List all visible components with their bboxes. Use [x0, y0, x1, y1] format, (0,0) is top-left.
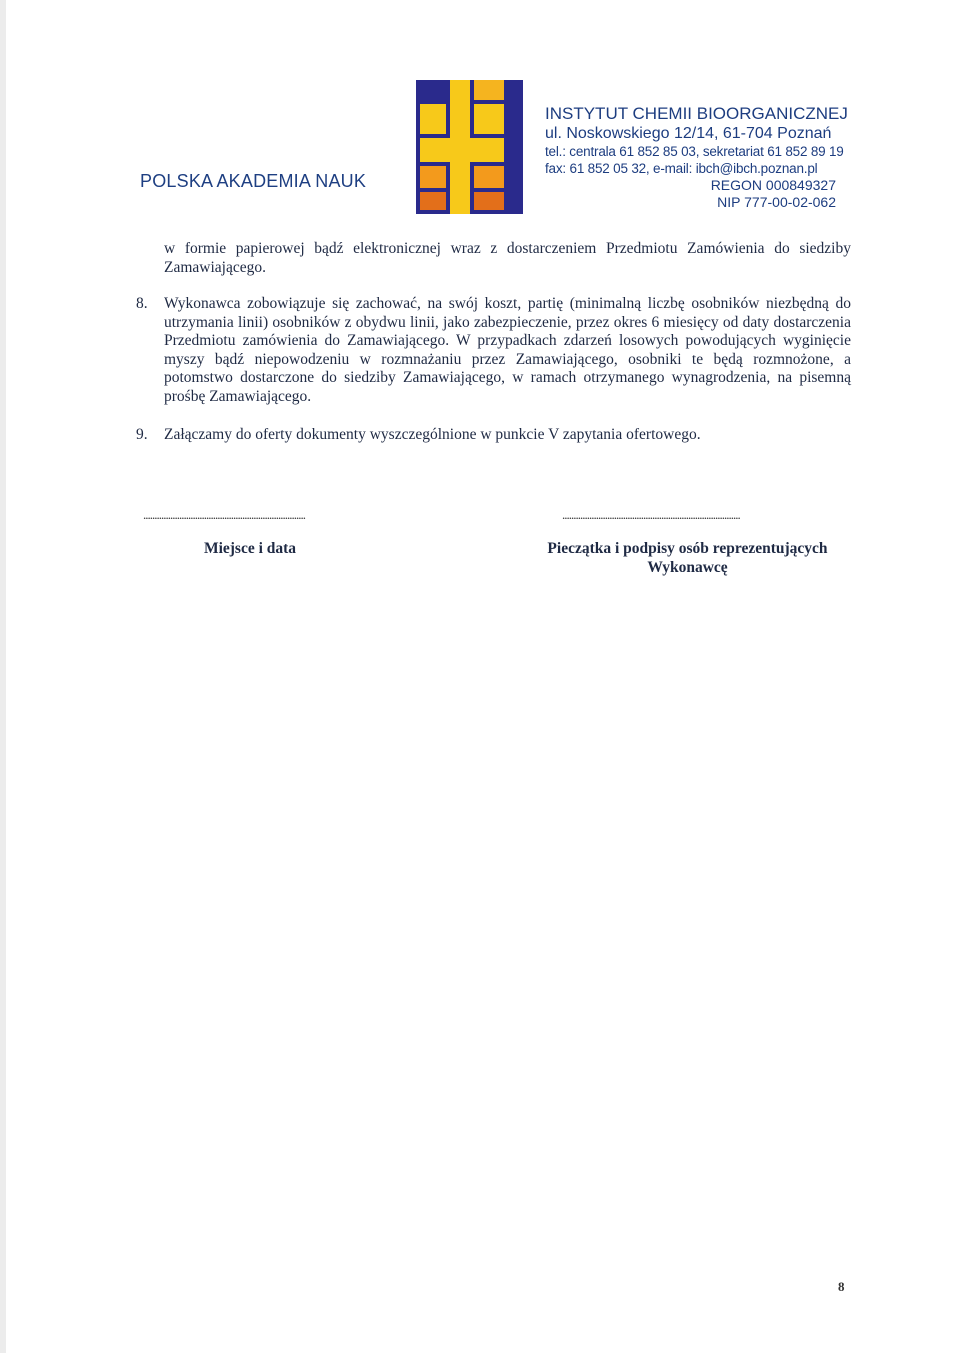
- signature-line: ...............................................................................: [562, 507, 740, 522]
- place-date-line: ........................................................................: [143, 507, 305, 522]
- item-number: 8.: [136, 295, 148, 312]
- continuation-paragraph: w formie papierowej bądź elektronicznej wraz z dostarczeniem Przedmiotu Zamówienia do siedziby Zamawiającego.: [164, 240, 851, 276]
- place-date-label: Miejsce i data: [203, 540, 297, 557]
- item-text: Wykonawca zobowiązuje się zachować, na swój koszt, partię (minimalną liczbę osobników niezbędną do utrzymania linii) osobników z obydwu linii, jako zabezpieczenie, przez okres 6 miesięcy od daty dostarczenia Przedmiotu zamówienia do Zamawiającego. W przypadkach zdarzeń losowych powodujących wyginięcie myszy bądź niepowodzeniu w rozmnażaniu przez Zamawiającego, osobniki te będą rozmnożone, a potomstwo dostarczone do siedziby Zamawiającego, w ramach otrzymanego wynagrodzenia, na pisemną prośbę Zamawiającego.: [164, 295, 851, 405]
- list-item: [136, 295, 851, 406]
- signature-label-line1: Pieczątka i podpisy osób reprezentujących: [547, 540, 828, 557]
- institute-nip: NIP 777-00-02-062: [717, 194, 836, 210]
- scan-edge: [0, 0, 6, 1353]
- page-number: 8: [838, 1279, 845, 1294]
- institute-regon: REGON 000849327: [710, 177, 836, 193]
- institute-name: INSTYTUT CHEMII BIOORGANICZNEJ: [545, 104, 848, 123]
- item-number: 9.: [136, 426, 148, 443]
- institute-address: ul. Noskowskiego 12/14, 61-704 Poznań: [545, 125, 832, 142]
- academy-name: POLSKA AKADEMIA NAUK: [140, 171, 367, 191]
- institute-phone: tel.: centrala 61 852 85 03, sekretariat 61 852 89 19: [545, 144, 844, 159]
- item-text: Załączamy do oferty dokumenty wyszczególnione w punkcie V zapytania ofertowego.: [164, 426, 701, 443]
- signature-label: [520, 539, 855, 577]
- institute-block: [545, 103, 848, 211]
- institute-fax-email: fax: 61 852 05 32, e-mail: ibch@ibch.poznan.pl: [545, 161, 818, 176]
- list-item: [136, 426, 851, 445]
- institute-logo: [416, 80, 523, 214]
- signature-label-line2: Wykonawcę: [647, 559, 728, 576]
